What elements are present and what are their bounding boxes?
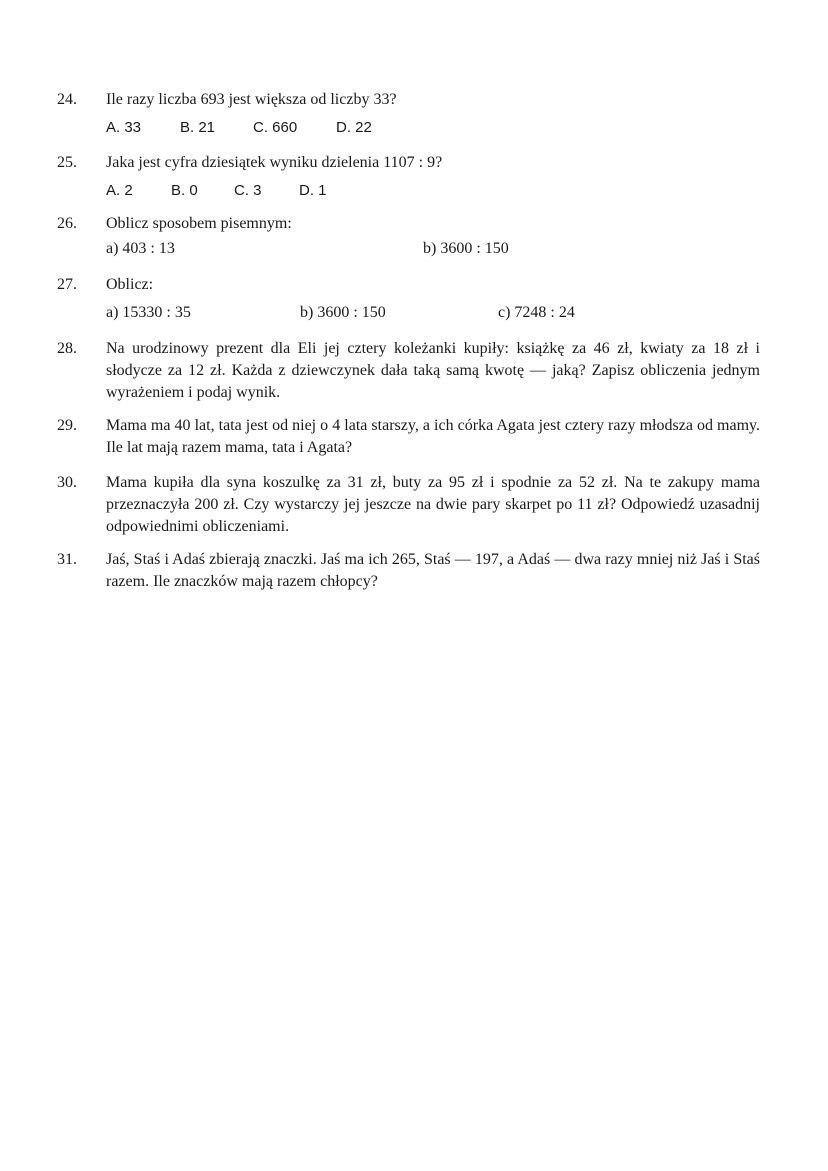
subitem-c: c) 7248 : 24 (498, 304, 575, 321)
question-31 (57, 549, 761, 593)
option-d: D. 22 (336, 119, 372, 136)
question-27 (57, 274, 761, 324)
question-text: Jaś, Staś i Adaś zbierają znaczki. Jaś ma ich 265, Staś — 197, a Adaś — dwa razy mniej niż Jaś i Staś razem. Ile znaczków mają razem chłopcy? (106, 551, 760, 590)
question-24 (57, 89, 761, 139)
question-text: Mama kupiła dla syna koszulkę za 31 zł, buty za 95 zł i spodnie za 52 zł. Na te zakupy mama przeznaczyła 200 zł. Czy wystarczy jej jeszcze na dwie pary skarpet po 11 zł? Odpowiedź uzasadnij odpowiednimi obliczeniami. (106, 474, 760, 535)
question-number: 30. (57, 474, 77, 491)
question-text: Mama ma 40 lat, tata jest od niej o 4 lata starszy, a ich córka Agata jest cztery razy młodsza od mamy. Ile lat mają razem mama, tata i Agata? (106, 417, 760, 456)
question-25 (57, 152, 761, 202)
question-number: 26. (57, 215, 77, 232)
question-number: 29. (57, 417, 77, 434)
subitems (106, 238, 760, 260)
question-number: 24. (57, 91, 77, 108)
subitem-b: b) 3600 : 150 (423, 240, 509, 257)
subitems (106, 302, 760, 324)
question-number: 25. (57, 154, 77, 171)
question-number: 31. (57, 551, 77, 568)
question-28 (57, 338, 761, 404)
option-b: B. 0 (171, 182, 198, 199)
option-a: A. 2 (106, 182, 133, 199)
answer-options (106, 117, 760, 139)
question-text: Oblicz sposobem pisemnym: (106, 215, 292, 232)
subitem-a: a) 403 : 13 (106, 240, 175, 257)
question-number: 27. (57, 276, 77, 293)
question-26 (57, 213, 761, 263)
subitem-b: b) 3600 : 150 (300, 304, 386, 321)
question-text: Oblicz: (106, 276, 154, 293)
option-a: A. 33 (106, 119, 142, 136)
answer-options (106, 180, 760, 202)
question-text: Ile razy liczba 693 jest większa od liczby 33? (106, 91, 397, 108)
option-c: C. 660 (253, 119, 298, 136)
question-text: Na urodzinowy prezent dla Eli jej cztery koleżanki kupiły: książkę za 46 zł, kwiaty za 18 zł i słodycze za 12 zł. Każda z dziewczynek dała taką samą kwotę — jaką? Zapisz obliczenia jednym wyrażeniem i podaj wynik. (106, 340, 760, 401)
question-30 (57, 472, 761, 538)
question-text: Jaka jest cyfra dziesiątek wyniku dzielenia 1107 : 9? (106, 154, 443, 171)
option-c: C. 3 (234, 182, 262, 199)
option-b: B. 21 (180, 119, 216, 136)
option-d: D. 1 (299, 182, 327, 199)
question-number: 28. (57, 340, 77, 357)
subitem-a: a) 15330 : 35 (106, 304, 191, 321)
question-29 (57, 415, 761, 459)
